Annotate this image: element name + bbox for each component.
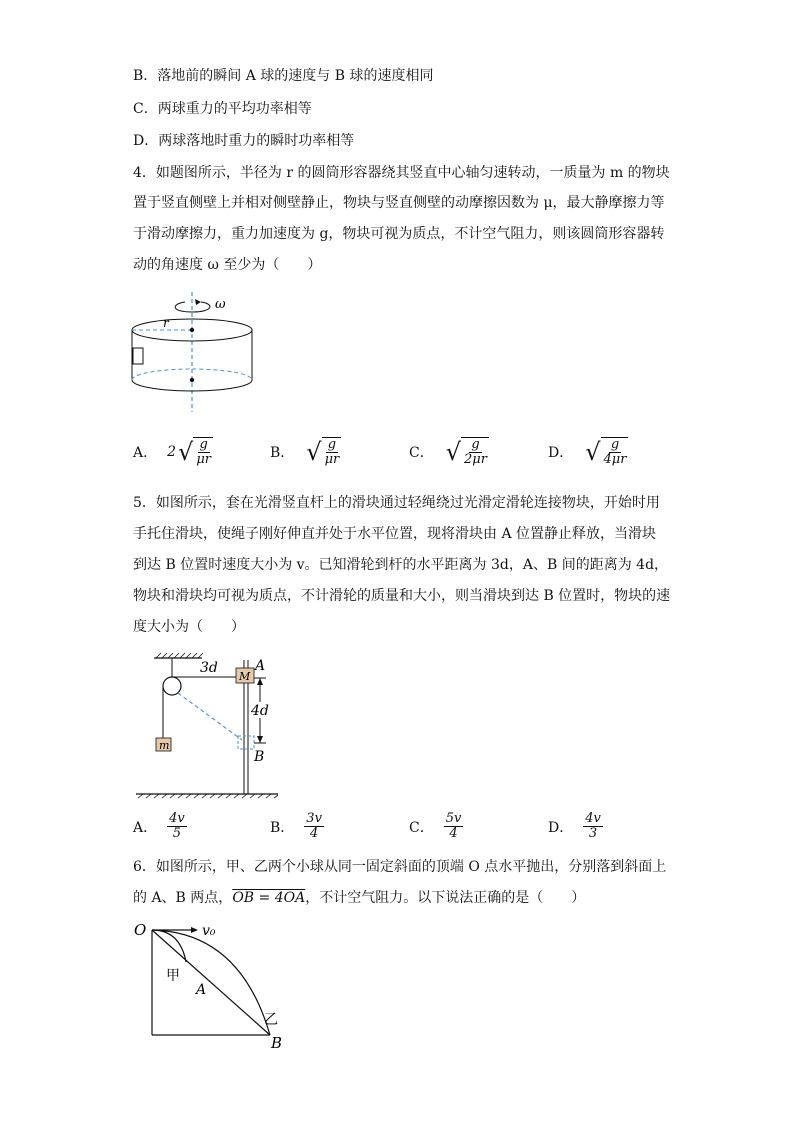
q4-cylinder-figure: [125, 290, 265, 415]
q5-option: [548, 812, 603, 841]
label-3d: 3d: [200, 660, 218, 676]
label-O: O: [134, 921, 147, 939]
q5-stem-line2: 手托住滑块，使绳子刚好伸直并处于水平位置，现将滑块由 A 位置静止释放，当滑块: [133, 526, 657, 542]
sqrt-icon: √: [585, 438, 601, 466]
slider-at-B: [238, 736, 254, 749]
label-m: m: [159, 739, 170, 752]
q4-stem-line1: 4．如题图所示，半径为 r 的圆筒形容器绕其竖直中心轴匀速转动，一质量为 m 的物块: [133, 165, 670, 181]
q5-stem-line4: 物块和滑块均可视为质点，不计滑轮的质量和大小，则当滑块到达 B 位置时，物块的速: [133, 588, 671, 604]
option-label: B．: [270, 445, 295, 461]
q6-stem-line2: 的 A、B 两点，OB = 4OA，不计空气阻力。以下说法正确的是（ ）: [133, 890, 586, 906]
label-yi: 乙: [264, 1012, 278, 1028]
option-fraction: $\frac{g}{2\mu r}$: [461, 437, 489, 467]
pulley: [163, 677, 181, 695]
q5-pulley-figure: [130, 648, 290, 803]
q4-option: [133, 437, 213, 467]
option-label: C．: [409, 445, 434, 461]
radius-label: r: [163, 316, 169, 330]
option-label: B．: [270, 819, 295, 836]
q5-option: [133, 812, 187, 841]
option-label: A．: [133, 445, 158, 461]
option-label: D．: [548, 445, 574, 461]
q5-stem-line3: 到达 B 位置时速度大小为 v。已知滑轮到杆的水平距离为 3d，A、B 间的距离为 4d，: [133, 557, 669, 573]
q4-stem-line3: 于滑动摩擦力，重力加速度为 g，物块可视为质点，不计空气阻力，则该圆筒形容器转: [133, 226, 665, 242]
option-coef: 2: [167, 444, 177, 460]
option-fraction: $\frac{5v}{4}$: [445, 811, 462, 841]
q3-option-c: C．两球重力的平均功率相等: [133, 101, 312, 117]
q5-option: [270, 812, 324, 841]
q4-stem-line4: 动的角速度 ω 至少为（ ）: [133, 257, 322, 273]
label-jia: 甲: [166, 968, 180, 984]
label-4d: 4d: [251, 703, 269, 719]
q6-stem-line1: 6．如图所示，甲、乙两个小球从同一固定斜面的顶端 O 点水平抛出，分别落到斜面上: [133, 859, 667, 875]
label-B: B: [271, 1034, 283, 1052]
option-fraction: $\frac{4v}{3}$: [585, 811, 601, 841]
label-A: A: [255, 658, 266, 674]
q6-incline-figure: [130, 918, 300, 1053]
label-M: M: [239, 670, 251, 683]
option-fraction: $\frac{3v}{4}$: [306, 811, 322, 841]
q6-equation: OB = 4OA: [232, 890, 306, 906]
option-fraction: $\frac{g}{\mu r}$: [193, 437, 213, 467]
q4-option: [270, 437, 341, 467]
q3-option-b: B．落地前的瞬间 A 球的速度与 B 球的速度相同: [133, 68, 434, 84]
q5-option: [409, 812, 463, 841]
block: [133, 348, 143, 364]
option-fraction: $\frac{g}{\mu r}$: [322, 437, 342, 467]
sqrt-icon: √: [178, 438, 194, 466]
label-B: B: [254, 749, 265, 765]
omega-label: ω: [215, 297, 226, 312]
q4-option: [548, 437, 628, 467]
option-label: A．: [133, 819, 158, 836]
q3-option-d: D．两球落地时重力的瞬时功率相等: [133, 133, 355, 149]
q4-option: [409, 437, 489, 467]
label-v0: v₀: [202, 923, 216, 939]
option-fraction: $\frac{4v}{5}$: [169, 811, 185, 841]
q5-stem-line1: 5．如图所示，套在光滑竖直杆上的滑块通过轻绳绕过光滑定滑轮连接物块，开始时用: [133, 495, 660, 511]
sqrt-icon: √: [306, 438, 322, 466]
q5-stem-line5: 度大小为（ ）: [133, 619, 245, 635]
label-A: A: [196, 982, 207, 998]
q4-stem-line2: 置于竖直侧壁上并相对侧壁静止，物块与竖直侧壁的动摩擦因数为 μ，最大静摩擦力等: [133, 195, 665, 211]
option-label: C．: [409, 819, 434, 836]
sqrt-icon: √: [445, 438, 462, 466]
option-label: D．: [548, 819, 574, 836]
option-fraction: $\frac{g}{4\mu r}$: [601, 437, 629, 467]
